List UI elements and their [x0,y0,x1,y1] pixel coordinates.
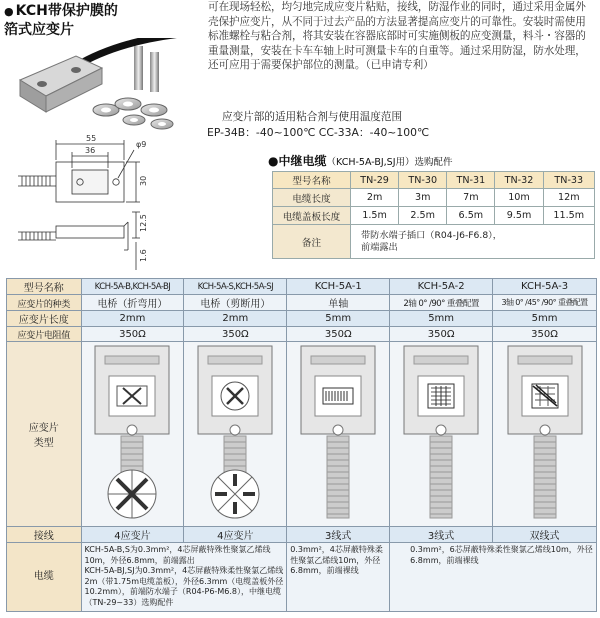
relay-cell: 6.5m [447,207,495,225]
gauge-bridge-bend-icon [87,344,177,524]
title-bullet: ● [4,5,14,18]
relay-model: TN-33 [543,172,594,189]
relay-cell: 2.5m [399,207,447,225]
dimension-drawing [0,130,200,275]
spec-length: 5mm [390,311,493,327]
spec-label-model: 型号名称 [7,279,82,295]
spec-table [6,278,597,612]
spec-cable-single: 0.3mm²，4芯屏蔽特殊柔性聚氯乙烯线10m，外径6.8mm，前端裸线 [287,543,390,612]
dim-1-6: 1.6 [139,249,148,262]
relay-row-note [273,225,595,259]
dim-36: 36 [85,146,96,155]
spec-type: 电桥（剪断用） [184,295,287,311]
spec-row-length [7,311,597,327]
gauge-two-axis-icon [396,344,486,524]
relay-model: TN-30 [399,172,447,189]
relay-cell: 7m [447,189,495,207]
gauge-image-single-axis [287,342,390,527]
relay-cell: 1.5m [351,207,399,225]
gauge-image-three-axis [493,342,597,527]
spec-label-gauge-type [7,342,82,527]
relay-cell: 2m [351,189,399,207]
spec-row-type [7,295,597,311]
spec-model: KCH-5A-S,KCH-5A-SJ [184,279,287,295]
spec-wiring: 4应变片 [81,527,184,543]
spec-model: KCH-5A-2 [390,279,493,295]
spec-label-cable: 电缆 [7,543,82,612]
title-line1: KCH带保护膜的 [15,3,118,19]
relay-bullet: ● [268,154,279,168]
relay-cell: 10m [495,189,543,207]
relay-title-text: 中继电缆 [278,154,327,168]
relay-row-label: 电缆盖板长度 [273,207,351,225]
spec-resistance: 350Ω [493,327,597,342]
spec-length: 2mm [81,311,184,327]
spec-length: 2mm [184,311,287,327]
dim-30: 30 [139,175,148,186]
spec-length: 5mm [493,311,597,327]
spec-row-resistance [7,327,597,342]
relay-header-row [273,172,595,189]
spec-type: 2轴 0° /90° 重叠配置 [390,295,493,311]
spec-type: 电桥（折弯用） [81,295,184,311]
relay-cell: 12m [543,189,594,207]
relay-note-label: 备注 [273,225,351,259]
gauge-type-line2: 类型 [33,438,54,449]
spec-cable-bridge [81,543,287,612]
spec-resistance: 350Ω [81,327,184,342]
spec-type: 单轴 [287,295,390,311]
spec-row-wiring [7,527,597,543]
relay-row-label: 电缆长度 [273,189,351,207]
spec-wiring: 4应变片 [184,527,287,543]
adhesive-title: 应变片部的适用粘合剂与使用温度范围 [222,111,403,123]
spec-label-length: 应变片长度 [7,311,82,327]
description-text: 可在现场轻松，均匀地完成应变片粘贴，接线，防湿作业的同时，通过采用金属外壳保护应变片，从不同于过去产品的方法显著提高应变片的可靠性。安装时需使用标准螺栓与粘合剂，将其安装在容器底部时可实施侧板的应变测量，料斗・容器的重量测量，安装在卡车车轴上时可测量卡车的自重等。通过采用防湿，防水处理，还可应用于需要保护部位的测量。（已申请专利） [208,1,586,72]
relay-note-line1: 带防水端子插口（R04-J6-F6.8）， [361,229,502,241]
gauge-single-axis-icon [293,344,383,524]
gauge-image-two-axis [390,342,493,527]
gauge-image-bridge-shear [184,342,287,527]
relay-model: TN-32 [495,172,543,189]
relay-cell: 11.5m [543,207,594,225]
relay-note-line2: 前端露出 [361,241,398,253]
spec-wiring: 3线式 [287,527,390,543]
product-photo [6,38,202,130]
spec-type: 3轴 0° /45° /90° 重叠配置 [493,295,597,311]
gauge-type-line1: 应变片 [28,423,59,434]
spec-cable-multi: 0.3mm²，6芯屏蔽特殊柔性聚氯乙烯线10m，外径6.8mm，前端裸线 [390,543,597,612]
relay-note [351,225,595,259]
relay-cell: 9.5m [495,207,543,225]
gauge-image-bridge-bend [81,342,184,527]
dim-12-5: 12.5 [139,214,148,232]
spec-model: KCH-5A-1 [287,279,390,295]
spec-label-resistance: 应变片电阻值 [7,327,82,342]
relay-subtitle: （KCH-5A-BJ,SJ用）选购配件 [326,157,453,168]
relay-cell: 3m [399,189,447,207]
spec-row-model [7,279,597,295]
spec-row-gauge-type [7,342,597,527]
spec-length: 5mm [287,311,390,327]
spec-wiring: 双线式 [493,527,597,543]
relay-model: TN-29 [351,172,399,189]
gauge-bridge-shear-icon [190,344,280,524]
relay-row-cable-length [273,189,595,207]
spec-resistance: 350Ω [184,327,287,342]
relay-header-label: 型号名称 [273,172,351,189]
page-title [4,2,194,39]
cable-bjsj-text: KCH-5A-BJ,SJ为0.3mm²，4芯屏蔽特殊柔性聚氯乙烯线2m（带1.75m电缆盖板），外径6.3mm（电缆盖板外径10.2mm），前端防水端子（R04-P6-M6.8），中继电缆（TN-29~33）选购配件 [84,566,284,607]
title-line2: 箔式应变片 [4,22,74,38]
gauge-three-axis-icon [500,344,590,524]
spec-resistance: 350Ω [390,327,493,342]
spec-label-wiring: 接线 [7,527,82,543]
spec-label-type: 应变片的种类 [7,295,82,311]
relay-row-cover-length [273,207,595,225]
relay-cable-table [272,171,595,259]
spec-model: KCH-5A-B,KCH-5A-BJ [81,279,184,295]
spec-row-cable [7,543,597,612]
relay-cable-title [268,152,453,169]
cable-bs-text: KCH-5A-B,S为0.3mm²，4芯屏蔽特殊性聚氯乙烯线10m，外径6.8mm，前端露出 [84,545,271,565]
relay-model: TN-31 [447,172,495,189]
dim-55: 55 [86,134,97,143]
adhesive-values: EP-34B：-40~100℃ CC-33A：-40~100℃ [207,126,430,139]
dim-phi9: φ9 [136,140,147,149]
spec-model: KCH-5A-3 [493,279,597,295]
spec-wiring: 3线式 [390,527,493,543]
spec-resistance: 350Ω [287,327,390,342]
